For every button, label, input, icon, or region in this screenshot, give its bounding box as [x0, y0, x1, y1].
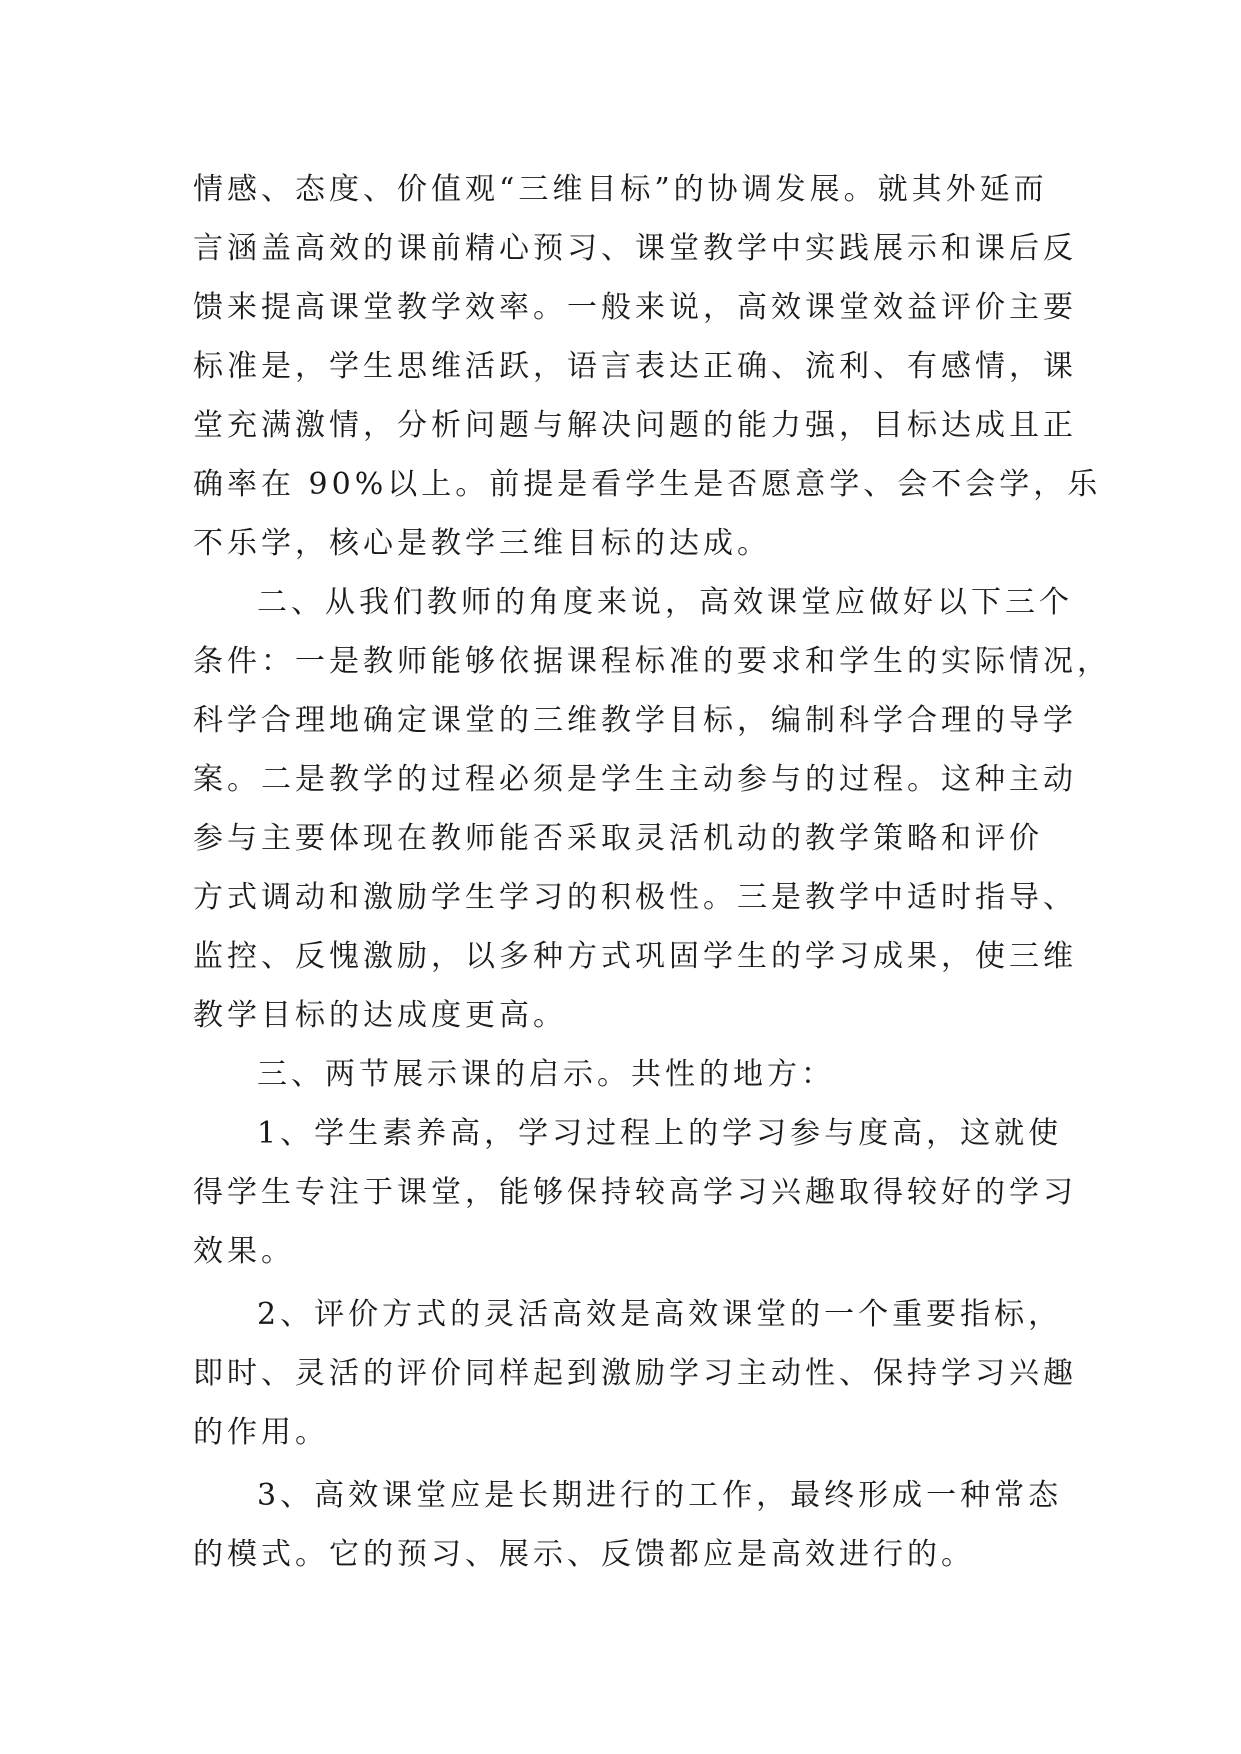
text-line: 参与主要体现在教师能否采取灵活机动的教学策略和评价	[193, 821, 1043, 856]
text-line: 案。二是教学的过程必须是学生主动参与的过程。这种主动	[193, 762, 1077, 797]
text-line: 三、两节展示课的启示。共性的地方：	[257, 1057, 835, 1092]
text-line: 3、高效课堂应是长期进行的工作，最终形成一种常态	[257, 1478, 1063, 1513]
text-line: 条件：一是教师能够依据课程标准的要求和学生的实际情况，	[193, 644, 1111, 679]
text-line: 馈来提高课堂教学效率。一般来说，高效课堂效益评价主要	[193, 290, 1077, 325]
text-line: 标准是，学生思维活跃，语言表达正确、流利、有感情，课	[193, 349, 1077, 384]
text-line: 监控、反愧激励，以多种方式巩固学生的学习成果，使三维	[193, 939, 1077, 974]
text-line: 2、评价方式的灵活高效是高效课堂的一个重要指标，	[257, 1297, 1063, 1332]
text-line: 得学生专注于课堂，能够保持较高学习兴趣取得较好的学习	[193, 1175, 1077, 1210]
paragraph-item-3	[193, 1466, 1063, 1584]
text-line: 确率在 90%以上。前提是看学生是否愿意学、会不会学，乐	[193, 467, 1102, 502]
text-line: 方式调动和激励学生学习的积极性。三是教学中适时指导、	[193, 880, 1077, 915]
paragraph-section-three	[193, 1045, 1055, 1104]
paragraph-item-2	[193, 1285, 1077, 1462]
paragraph-continuation	[193, 160, 1102, 573]
text-line: 的作用。	[193, 1415, 329, 1450]
text-line: 教学目标的达成度更高。	[193, 998, 567, 1033]
text-line: 二、从我们教师的角度来说，高效课堂应做好以下三个	[257, 585, 1073, 620]
text-line: 即时、灵活的评价同样起到激励学习主动性、保持学习兴趣	[193, 1356, 1077, 1391]
text-line: 不乐学，核心是教学三维目标的达成。	[193, 526, 771, 561]
text-line: 1、学生素养高，学习过程上的学习参与度高，这就使	[257, 1116, 1063, 1151]
text-line: 科学合理地确定课堂的三维教学目标，编制科学合理的导学	[193, 703, 1077, 738]
text-line: 情感、态度、价值观“三维目标”的协调发展。就其外延而	[193, 172, 1048, 207]
document-body	[193, 160, 1111, 1584]
text-line: 的模式。它的预习、展示、反馈都应是高效进行的。	[193, 1537, 975, 1572]
text-line: 效果。	[193, 1234, 295, 1269]
text-line: 堂充满激情，分析问题与解决问题的能力强，目标达成且正	[193, 408, 1077, 443]
paragraph-item-1	[193, 1104, 1077, 1281]
text-line: 言涵盖高效的课前精心预习、课堂教学中实践展示和课后反	[193, 231, 1077, 266]
paragraph-section-two	[193, 573, 1111, 1045]
